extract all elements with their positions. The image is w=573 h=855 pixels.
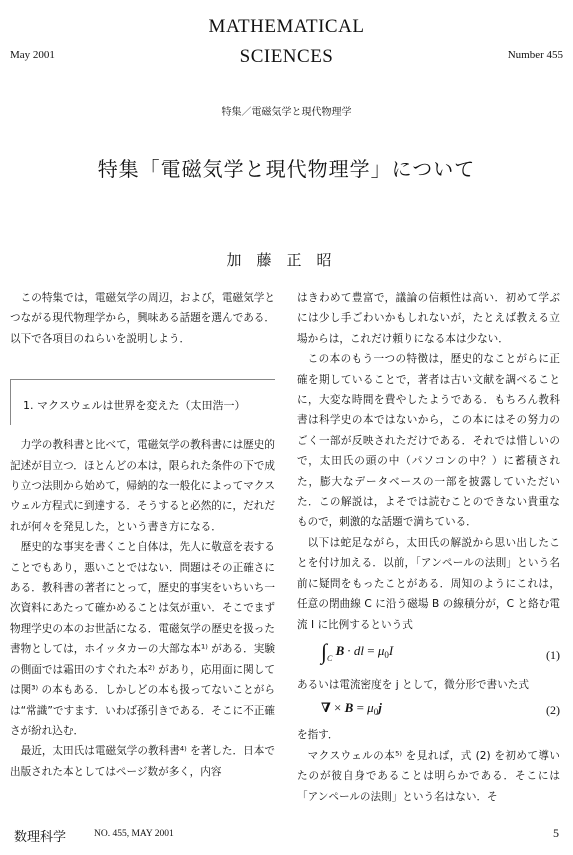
header-issue-number: Number 455 [507, 49, 563, 61]
equation-1-number: (1) [546, 647, 560, 662]
section-heading: 1. マクスウェルは世界を変えた（太田浩一） [23, 399, 246, 413]
journal-title [0, 12, 573, 72]
section-heading-box [10, 379, 275, 425]
journal-title-line1: MATHEMATICAL [208, 16, 365, 37]
footer-journal-name: 数理科学 [14, 830, 67, 845]
journal-title-line2: SCIENCES [239, 46, 334, 67]
paragraph: 最近，太田氏は電磁気学の教科書⁴⁾ を著した．日本で出版された本としてはページ数が多く，内容 [10, 745, 275, 778]
left-column [10, 288, 275, 782]
paragraph: この本のもう一つの特徴は，歴史的なことがらに正確を期していることで，著者は古い文献を調べることに，大変な時間を費やしたようである．もちろん教科書は科学史の本ではないから，この本にはその努力のごく一部が反映されただけである．それでは惜しいので，太田氏の頭の中（パソコンの中？）に蓄積された，膨大なデータベースの一部を披露していただいた．この解説は，よそでは読むことのできない貴重なもので，刺激的な話題で満ちている． [297, 353, 560, 529]
feature-kicker: 特集／電磁気学と現代物理学 [221, 107, 352, 118]
author-name: 加藤正昭 [226, 251, 347, 269]
paragraph: 以下は蛇足ながら，太田氏の解説から思い出したことを付け加える．以前，「アンペールの法則」という名前に疑問をもったことがある．周知のようにこれは，任意の閉曲線 C に沿う磁場 B の線積分が，C と絡む電流 I に比例するという式 [297, 536, 560, 631]
equation-1-formula: $\int_C$ B · dl = $\mu_0I$ [321, 638, 394, 664]
equation-2 [297, 695, 560, 725]
intro-paragraph: この特集では，電磁気学の周辺，および，電磁気学とつながる現代物理学から，興味ある話題を選んである．以下で各項目のねらいを説明しよう． [10, 292, 275, 345]
paragraph: を指す． [297, 729, 339, 742]
paragraph: 歴史的な事実を書くこと自体は，先人に敬意を表することでもあり，悪いことではない．問題はその正確さにある．教科書の著者にとって，歴史的事実をいちいち一次資料にあたって確かめることは気が重い．そこでまず物理学史の本のお世話になる．電磁気学の歴史を扱った書物としては，ホイッタカーの大部な本¹⁾ がある．実験の側面では霜田のすぐれた本²⁾ があり，応用面に関しては関³⁾ の本もある．しかしどの本も扱ってないことがらは“常識”ですます．いわば孫引きである．そこに不正確さが紛れ込む． [10, 541, 275, 737]
equation-2-number: (2) [546, 703, 560, 718]
footer-issue: NO. 455, MAY 2001 [94, 829, 174, 839]
header-date: May 2001 [10, 49, 55, 61]
paragraph: あるいは電流密度を j として，微分形で書いた式 [297, 678, 529, 691]
paragraph: はきわめて豊富で，議論の信頼性は高い．初めて学ぶには少し手ごわいかもしれないが，たとえば教える立場からは，これだけ頼りになる本は少ない． [297, 292, 560, 345]
right-column [297, 288, 560, 807]
equation-2-formula: ∇ × $B = \mu_0j$ [321, 700, 382, 718]
page-number: 5 [553, 826, 559, 840]
article-title: 特集「電磁気学と現代物理学」について [97, 157, 476, 181]
paragraph: マクスウェルの本⁵⁾ を見れば，式 (2) を初めて導いたのが彼自身であることは明らかである．そこには「アンペールの法則」という名はない．そ [297, 749, 560, 803]
paragraph: 力学の教科書と比べて，電磁気学の教科書には歴史的記述が目立つ．ほとんどの本は，限られた条件の下で成り立つ法則から始めて，帰納的な一般化によってマクスウェル方程式に到達する．そうすると必然的に，だれだれが何々を発見した，という書き方になる． [10, 439, 275, 533]
equation-1 [297, 635, 560, 675]
